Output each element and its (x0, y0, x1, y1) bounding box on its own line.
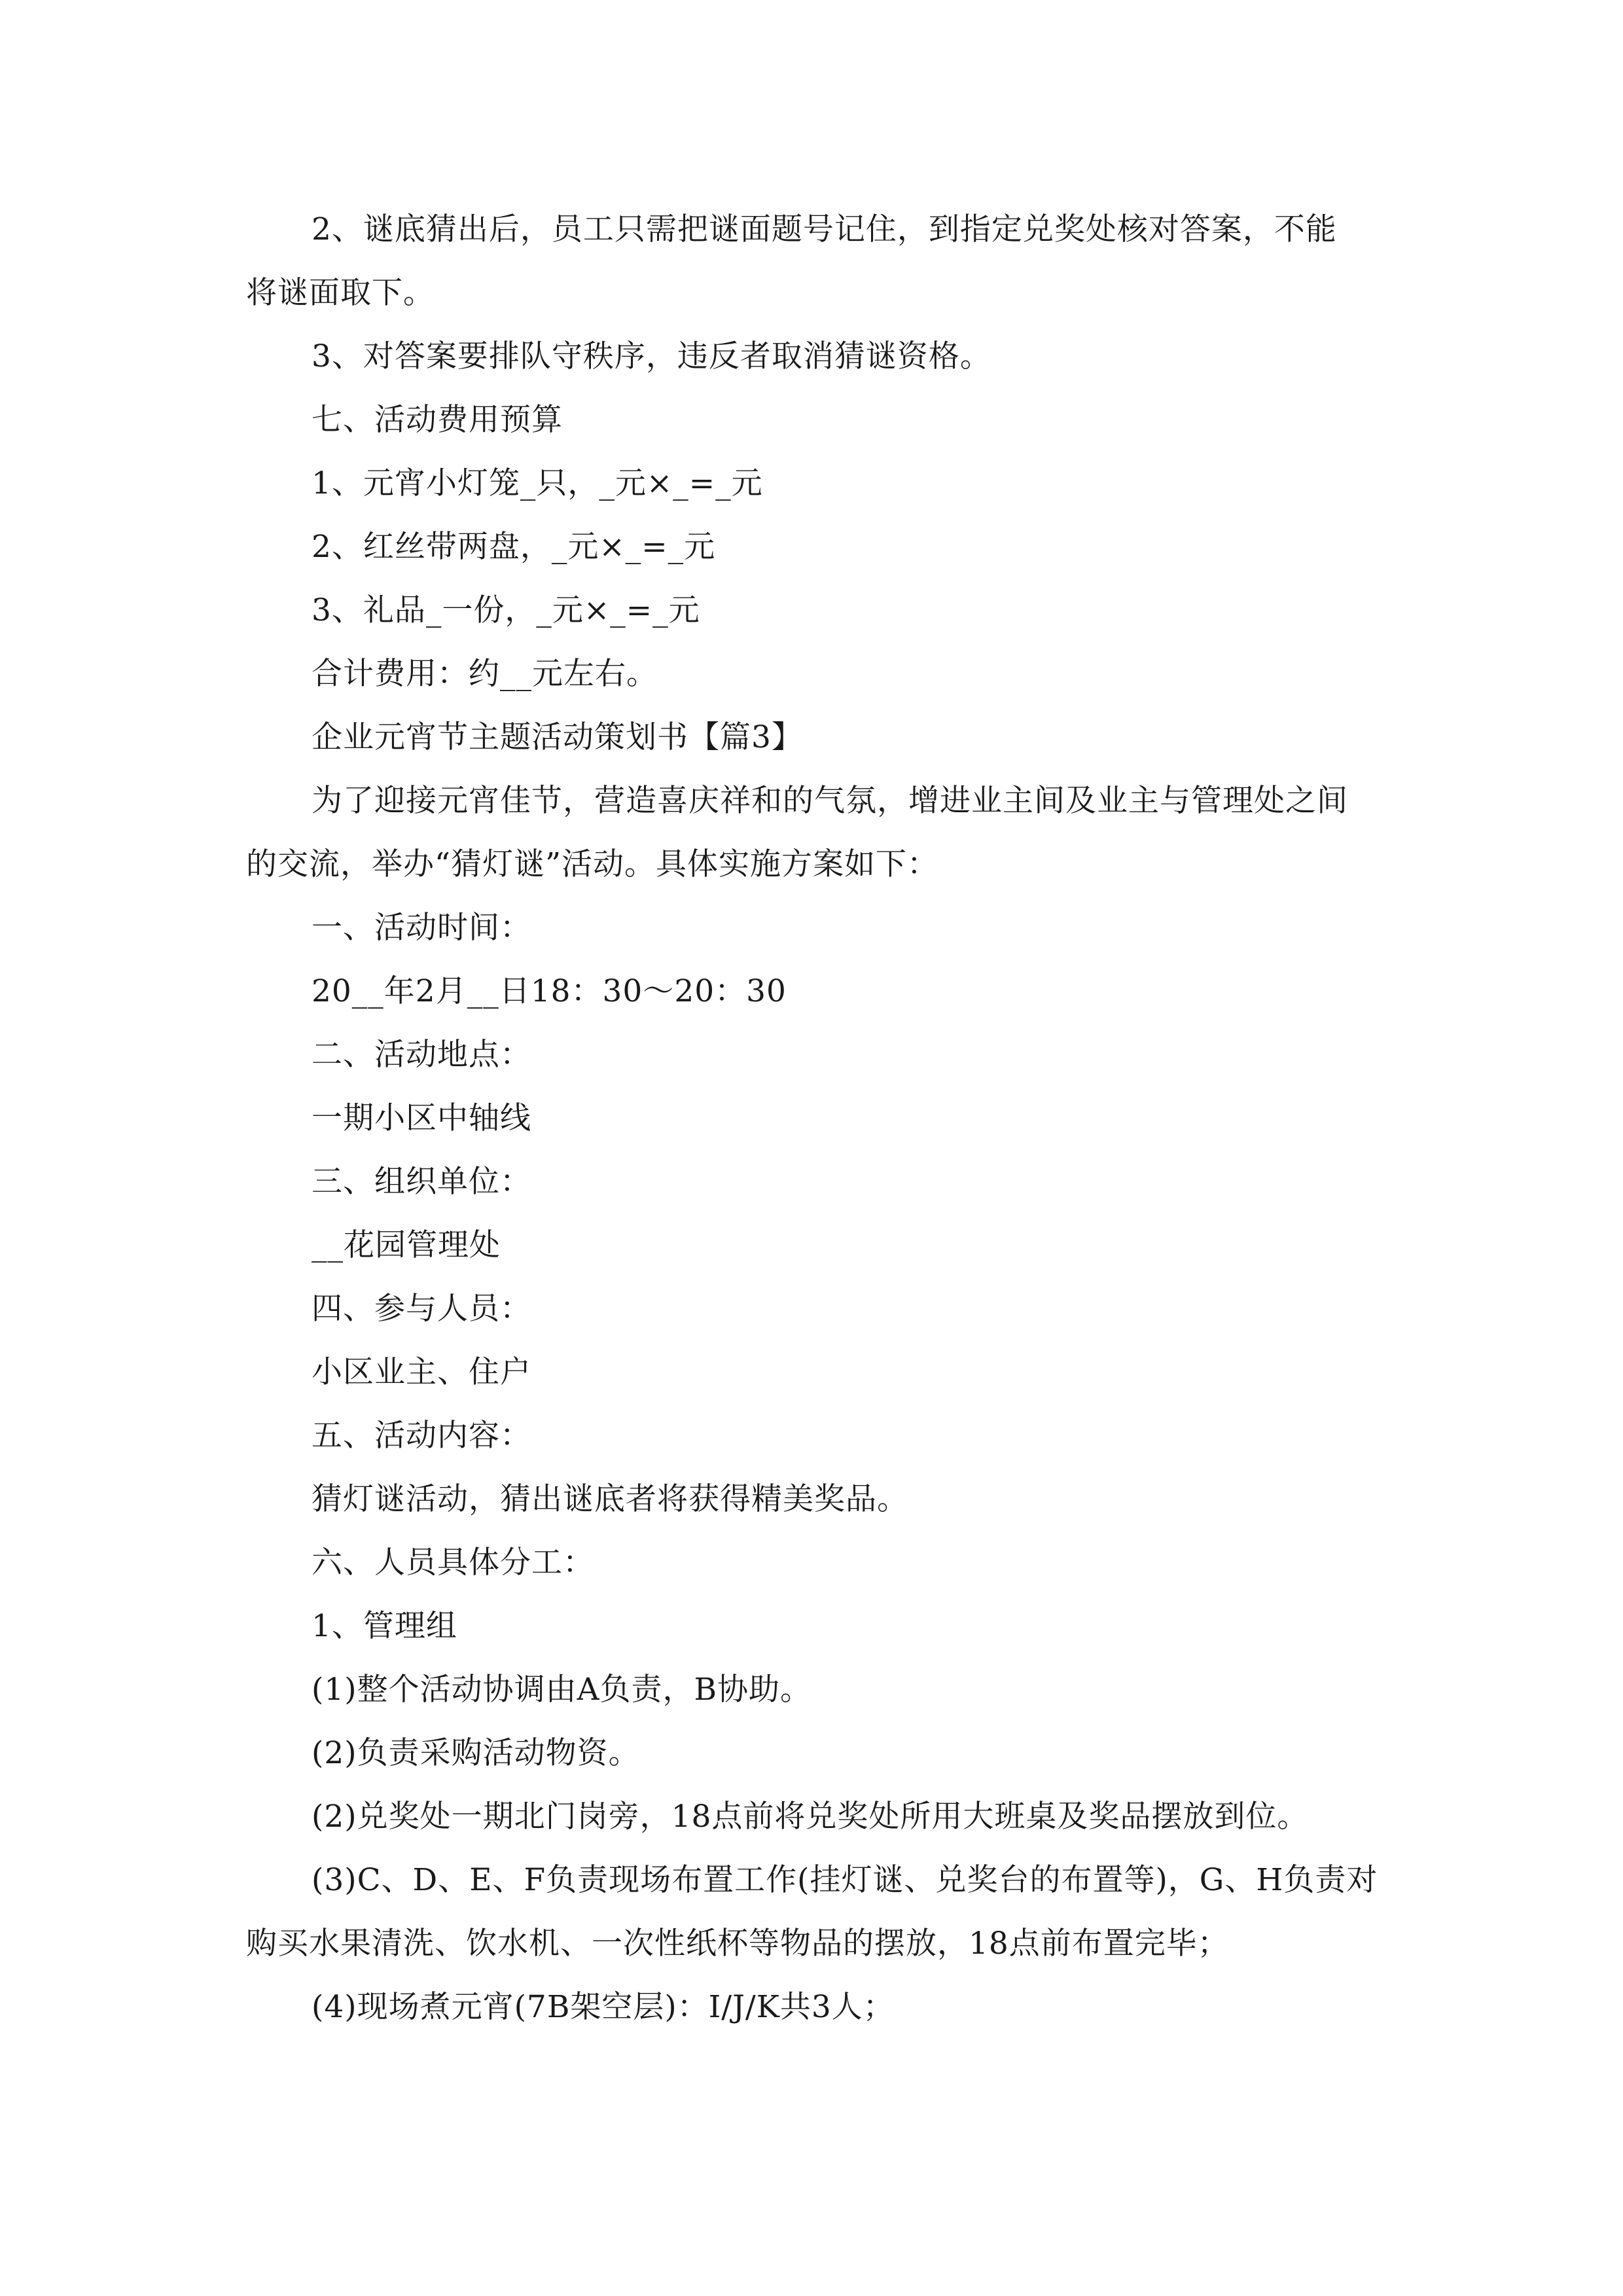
paragraph-line: (4)现场煮元宵(7B架空层)：I/J/K共3人； (312, 1989, 895, 2025)
paragraph-line: (1)整个活动协调由A负责，B协助。 (312, 1672, 812, 1708)
article-title: 企业元宵节主题活动策划书【篇3】 (312, 719, 803, 755)
paragraph-line: 1、元宵小灯笼_只，_元×_=_元 (312, 465, 763, 501)
paragraph-line: 合计费用：约__元左右。 (312, 656, 658, 692)
section-heading: 六、人员具体分工： (312, 1545, 594, 1581)
paragraph-line: 为了迎接元宵佳节，营造喜庆祥和的气氛，增进业主间及业主与管理处之间 (312, 783, 1348, 819)
paragraph-line: 20__年2月__日18：30～20：30 (312, 973, 787, 1009)
paragraph-line: (3)C、D、E、F负责现场布置工作(挂灯谜、兑奖台的布置等)，G、H负责对 (312, 1862, 1378, 1898)
section-heading: 五、活动内容： (312, 1418, 531, 1454)
section-heading: 四、参与人员： (312, 1291, 531, 1327)
paragraph-line: 购买水果清洗、饮水机、一次性纸杯等物品的摆放，18点前布置完毕； (246, 1926, 1229, 1962)
paragraph-line: 3、对答案要排队守秩序，违反者取消猜谜资格。 (312, 338, 991, 374)
paragraph-line: 的交流，举办“猜灯谜”活动。具体实施方案如下： (246, 846, 939, 882)
paragraph-line: 3、礼品_一份，_元×_=_元 (312, 592, 700, 628)
paragraph-line: 猜灯谜活动，猜出谜底者将获得精美奖品。 (312, 1481, 908, 1517)
paragraph-line: (2)兑奖处一期北门岗旁，18点前将兑奖处所用大班桌及奖品摆放到位。 (312, 1799, 1309, 1835)
paragraph-line: 一期小区中轴线 (312, 1100, 531, 1136)
section-heading: 三、组织单位： (312, 1164, 531, 1200)
paragraph-line: 2、红丝带两盘，_元×_=_元 (312, 529, 716, 565)
section-heading: 一、活动时间： (312, 910, 531, 946)
paragraph-line: 1、管理组 (312, 1608, 457, 1644)
section-heading: 二、活动地点： (312, 1037, 531, 1073)
section-heading: 七、活动费用预算 (312, 402, 563, 438)
paragraph-line: __花园管理处 (312, 1227, 501, 1263)
paragraph-line: 小区业主、住户 (312, 1354, 531, 1390)
paragraph-line: 2、谜底猜出后，员工只需把谜面题号记住，到指定兑奖处核对答案，不能 (312, 211, 1337, 247)
paragraph-line: (2)负责采购活动物资。 (312, 1735, 640, 1771)
paragraph-line: 将谜面取下。 (246, 275, 435, 311)
